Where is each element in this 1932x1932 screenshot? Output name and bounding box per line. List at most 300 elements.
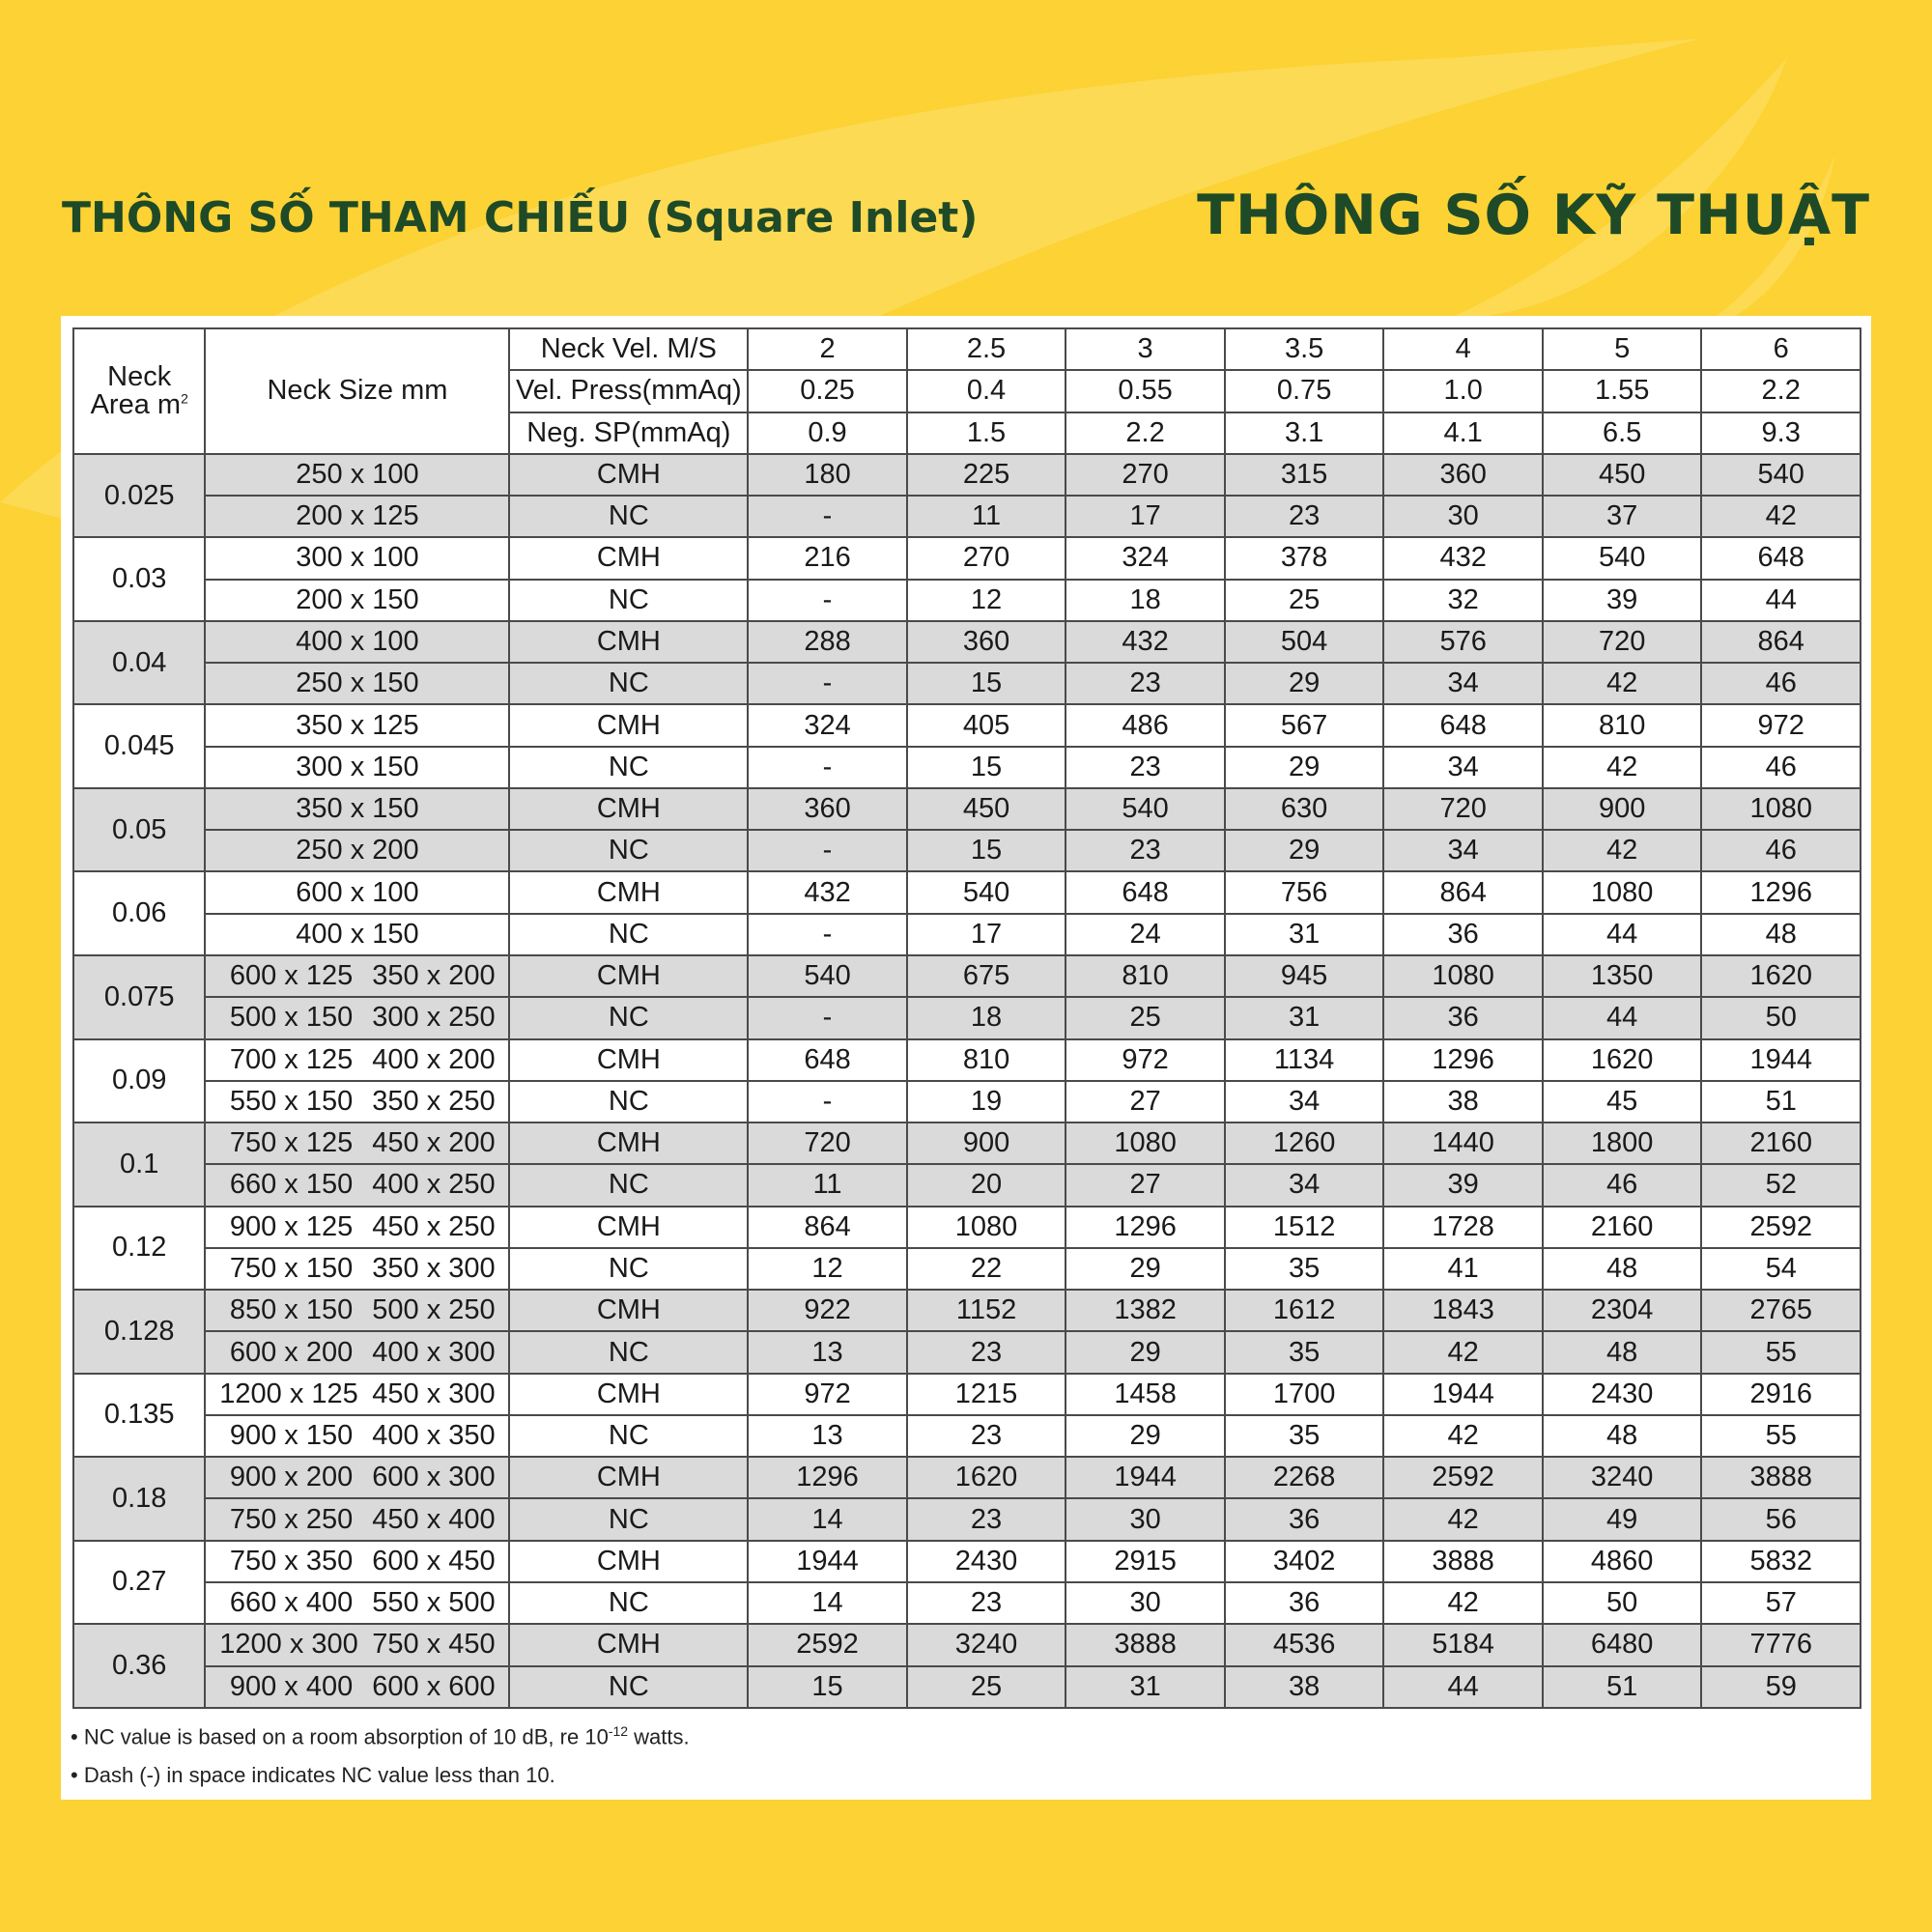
value-cell: 2304	[1543, 1290, 1702, 1331]
value-cell: 34	[1225, 1164, 1384, 1206]
value-cell: 36	[1225, 1582, 1384, 1624]
value-cell: 3888	[1701, 1457, 1861, 1498]
metric-label-cell: NC	[509, 580, 748, 621]
value-cell: 972	[1701, 704, 1861, 746]
value-cell: 432	[1383, 537, 1543, 579]
value-cell: 14	[748, 1498, 907, 1540]
value-cell: 35	[1225, 1331, 1384, 1373]
table-row	[73, 496, 1861, 537]
header-value-cell: 3.5	[1225, 328, 1384, 370]
metric-label-cell: CMH	[509, 1039, 748, 1081]
value-cell: 2592	[1701, 1207, 1861, 1248]
value-cell: 1728	[1383, 1207, 1543, 1248]
value-cell: 46	[1543, 1164, 1702, 1206]
value-cell: 810	[907, 1039, 1066, 1081]
metric-label-cell: NC	[509, 496, 748, 537]
metric-label-cell: CMH	[509, 1374, 748, 1415]
value-cell: 50	[1543, 1582, 1702, 1624]
value-cell: 42	[1383, 1331, 1543, 1373]
value-cell: 23	[907, 1415, 1066, 1457]
neck-size-header: Neck Size mm	[205, 328, 509, 454]
metric-label-cell: CMH	[509, 788, 748, 830]
neck-size-cell: 1200 x 125 450 x 300	[205, 1374, 509, 1415]
table-row	[73, 871, 1861, 913]
value-cell: 15	[907, 663, 1066, 704]
value-cell: 12	[907, 580, 1066, 621]
table-row	[73, 1582, 1861, 1624]
metric-label-cell: NC	[509, 997, 748, 1038]
neck-area-cell: 0.128	[73, 1290, 205, 1374]
value-cell: 900	[1543, 788, 1702, 830]
neck-size-cell: 600 x 200 400 x 300	[205, 1331, 509, 1373]
table-row	[73, 1624, 1861, 1665]
table-row	[73, 1374, 1861, 1415]
value-cell: -	[748, 830, 907, 871]
value-cell: 540	[907, 871, 1066, 913]
table-row	[73, 537, 1861, 579]
neck-size-cell: 250 x 100	[205, 454, 509, 496]
value-cell: 42	[1701, 496, 1861, 537]
metric-label-cell: CMH	[509, 1624, 748, 1665]
value-cell: 1944	[1383, 1374, 1543, 1415]
table-row	[73, 1541, 1861, 1582]
value-cell: 38	[1383, 1081, 1543, 1122]
value-cell: 17	[907, 914, 1066, 955]
value-cell: 35	[1225, 1248, 1384, 1290]
value-cell: 49	[1543, 1498, 1702, 1540]
neck-size-cell: 500 x 150 300 x 250	[205, 997, 509, 1038]
header-value-cell: 2.2	[1701, 370, 1861, 412]
value-cell: 38	[1225, 1666, 1384, 1709]
value-cell: 15	[907, 747, 1066, 788]
value-cell: 25	[1225, 580, 1384, 621]
value-cell: 1134	[1225, 1039, 1384, 1081]
value-cell: 270	[1065, 454, 1225, 496]
value-cell: 972	[748, 1374, 907, 1415]
value-cell: 1296	[748, 1457, 907, 1498]
value-cell: 25	[907, 1666, 1066, 1709]
table-row	[73, 621, 1861, 663]
value-cell: 900	[907, 1122, 1066, 1164]
value-cell: 23	[1065, 663, 1225, 704]
value-cell: 19	[907, 1081, 1066, 1122]
metric-label-cell: CMH	[509, 537, 748, 579]
value-cell: 46	[1701, 747, 1861, 788]
neck-size-cell: 550 x 150 350 x 250	[205, 1081, 509, 1122]
header-row-label: Neck Vel. M/S	[509, 328, 748, 370]
value-cell: 55	[1701, 1415, 1861, 1457]
value-cell: -	[748, 1081, 907, 1122]
value-cell: 324	[748, 704, 907, 746]
metric-label-cell: NC	[509, 663, 748, 704]
value-cell: 324	[1065, 537, 1225, 579]
value-cell: 59	[1701, 1666, 1861, 1709]
value-cell: 2916	[1701, 1374, 1861, 1415]
metric-label-cell: CMH	[509, 871, 748, 913]
value-cell: 3402	[1225, 1541, 1384, 1582]
value-cell: 36	[1383, 914, 1543, 955]
header-value-cell: 4	[1383, 328, 1543, 370]
value-cell: 37	[1543, 496, 1702, 537]
neck-size-cell: 660 x 400 550 x 500	[205, 1582, 509, 1624]
value-cell: 2268	[1225, 1457, 1384, 1498]
value-cell: 225	[907, 454, 1066, 496]
value-cell: 648	[1383, 704, 1543, 746]
header-row-label: Neg. SP(mmAq)	[509, 412, 748, 454]
neck-area-cell: 0.36	[73, 1624, 205, 1708]
value-cell: 48	[1543, 1331, 1702, 1373]
value-cell: 22	[907, 1248, 1066, 1290]
value-cell: 648	[748, 1039, 907, 1081]
value-cell: 51	[1543, 1666, 1702, 1709]
value-cell: 45	[1543, 1081, 1702, 1122]
neck-area-cell: 0.09	[73, 1039, 205, 1123]
neck-size-cell: 900 x 400 600 x 600	[205, 1666, 509, 1709]
value-cell: 864	[1701, 621, 1861, 663]
neck-size-cell: 200 x 125	[205, 496, 509, 537]
metric-label-cell: NC	[509, 1582, 748, 1624]
neck-size-cell: 750 x 250 450 x 400	[205, 1498, 509, 1540]
metric-label-cell: CMH	[509, 621, 748, 663]
value-cell: 15	[907, 830, 1066, 871]
value-cell: 29	[1225, 830, 1384, 871]
value-cell: 30	[1065, 1498, 1225, 1540]
value-cell: 922	[748, 1290, 907, 1331]
value-cell: 44	[1383, 1666, 1543, 1709]
value-cell: 2592	[1383, 1457, 1543, 1498]
value-cell: 1152	[907, 1290, 1066, 1331]
neck-size-cell: 1200 x 300 750 x 450	[205, 1624, 509, 1665]
value-cell: 450	[1543, 454, 1702, 496]
value-cell: 720	[748, 1122, 907, 1164]
value-cell: 13	[748, 1415, 907, 1457]
value-cell: 42	[1543, 663, 1702, 704]
neck-size-cell: 850 x 150 500 x 250	[205, 1290, 509, 1331]
value-cell: 44	[1543, 914, 1702, 955]
value-cell: 540	[1543, 537, 1702, 579]
value-cell: 14	[748, 1582, 907, 1624]
table-row	[73, 955, 1861, 997]
value-cell: 1440	[1383, 1122, 1543, 1164]
value-cell: 48	[1701, 914, 1861, 955]
value-cell: 720	[1543, 621, 1702, 663]
neck-size-cell: 250 x 200	[205, 830, 509, 871]
value-cell: 42	[1383, 1582, 1543, 1624]
value-cell: -	[748, 663, 907, 704]
value-cell: -	[748, 496, 907, 537]
value-cell: 1612	[1225, 1290, 1384, 1331]
neck-area-cell: 0.18	[73, 1457, 205, 1541]
value-cell: 48	[1543, 1415, 1702, 1457]
value-cell: 42	[1543, 830, 1702, 871]
value-cell: 288	[748, 621, 907, 663]
value-cell: -	[748, 580, 907, 621]
table-row	[73, 1498, 1861, 1540]
metric-label-cell: CMH	[509, 1541, 748, 1582]
value-cell: 31	[1225, 914, 1384, 955]
value-cell: 3240	[1543, 1457, 1702, 1498]
value-cell: 360	[1383, 454, 1543, 496]
value-cell: 46	[1701, 663, 1861, 704]
value-cell: 1080	[1701, 788, 1861, 830]
table-row	[73, 788, 1861, 830]
neck-size-cell: 300 x 100	[205, 537, 509, 579]
value-cell: 29	[1065, 1248, 1225, 1290]
value-cell: 44	[1701, 580, 1861, 621]
metric-label-cell: CMH	[509, 1207, 748, 1248]
value-cell: 4536	[1225, 1624, 1384, 1665]
value-cell: 567	[1225, 704, 1384, 746]
value-cell: 648	[1701, 537, 1861, 579]
metric-label-cell: NC	[509, 1248, 748, 1290]
value-cell: 4860	[1543, 1541, 1702, 1582]
value-cell: 44	[1543, 997, 1702, 1038]
value-cell: 540	[748, 955, 907, 997]
value-cell: 972	[1065, 1039, 1225, 1081]
neck-size-cell: 300 x 150	[205, 747, 509, 788]
value-cell: 1800	[1543, 1122, 1702, 1164]
neck-area-cell: 0.04	[73, 621, 205, 705]
table-row	[73, 830, 1861, 871]
value-cell: 54	[1701, 1248, 1861, 1290]
neck-size-cell: 600 x 125 350 x 200	[205, 955, 509, 997]
value-cell: 29	[1225, 747, 1384, 788]
value-cell: 48	[1543, 1248, 1702, 1290]
value-cell: 576	[1383, 621, 1543, 663]
neck-size-cell: 400 x 100	[205, 621, 509, 663]
header-value-cell: 0.75	[1225, 370, 1384, 412]
value-cell: 42	[1383, 1415, 1543, 1457]
value-cell: 2915	[1065, 1541, 1225, 1582]
value-cell: 55	[1701, 1331, 1861, 1373]
neck-area-cell: 0.025	[73, 454, 205, 538]
metric-label-cell: CMH	[509, 955, 748, 997]
neck-size-cell: 250 x 150	[205, 663, 509, 704]
value-cell: 27	[1065, 1081, 1225, 1122]
metric-label-cell: NC	[509, 830, 748, 871]
value-cell: 5184	[1383, 1624, 1543, 1665]
value-cell: 2592	[748, 1624, 907, 1665]
value-cell: 12	[748, 1248, 907, 1290]
value-cell: 1080	[1383, 955, 1543, 997]
metric-label-cell: NC	[509, 1415, 748, 1457]
value-cell: 32	[1383, 580, 1543, 621]
neck-area-cell: 0.06	[73, 871, 205, 955]
value-cell: 29	[1065, 1331, 1225, 1373]
metric-label-cell: NC	[509, 1331, 748, 1373]
footnote-nc-basis: • NC value is based on a room absorption of 10 dB, re $10^{-12}$ watts.	[71, 1723, 690, 1749]
value-cell: 56	[1701, 1498, 1861, 1540]
value-cell: -	[748, 914, 907, 955]
value-cell: 18	[907, 997, 1066, 1038]
value-cell: 39	[1383, 1164, 1543, 1206]
metric-label-cell: CMH	[509, 1122, 748, 1164]
value-cell: 2430	[907, 1541, 1066, 1582]
value-cell: 1080	[1543, 871, 1702, 913]
table-row	[73, 1164, 1861, 1206]
header-value-cell: 0.55	[1065, 370, 1225, 412]
value-cell: 216	[748, 537, 907, 579]
value-cell: 360	[748, 788, 907, 830]
value-cell: 1944	[1701, 1039, 1861, 1081]
value-cell: 2765	[1701, 1290, 1861, 1331]
table-row	[73, 1081, 1861, 1122]
spec-panel	[61, 316, 1871, 1800]
value-cell: 3240	[907, 1624, 1066, 1665]
value-cell: 486	[1065, 704, 1225, 746]
value-cell: 360	[907, 621, 1066, 663]
header-value-cell: 2	[748, 328, 907, 370]
header-row	[73, 328, 1861, 370]
value-cell: 2160	[1701, 1122, 1861, 1164]
value-cell: 450	[907, 788, 1066, 830]
neck-size-cell: 900 x 150 400 x 350	[205, 1415, 509, 1457]
value-cell: 1620	[1701, 955, 1861, 997]
value-cell: 5832	[1701, 1541, 1861, 1582]
header-row-label: Vel. Press(mmAq)	[509, 370, 748, 412]
metric-label-cell: CMH	[509, 704, 748, 746]
header-value-cell: 6	[1701, 328, 1861, 370]
value-cell: 29	[1065, 1415, 1225, 1457]
value-cell: 11	[907, 496, 1066, 537]
value-cell: 23	[907, 1331, 1066, 1373]
metric-label-cell: NC	[509, 1081, 748, 1122]
value-cell: 35	[1225, 1415, 1384, 1457]
neck-size-cell: 350 x 150	[205, 788, 509, 830]
value-cell: 540	[1701, 454, 1861, 496]
neck-size-cell: 750 x 150 350 x 300	[205, 1248, 509, 1290]
neck-size-cell: 900 x 200 600 x 300	[205, 1457, 509, 1498]
metric-label-cell: CMH	[509, 454, 748, 496]
value-cell: 432	[748, 871, 907, 913]
neck-size-cell: 400 x 150	[205, 914, 509, 955]
value-cell: 1843	[1383, 1290, 1543, 1331]
value-cell: 30	[1065, 1582, 1225, 1624]
value-cell: 46	[1701, 830, 1861, 871]
value-cell: 1080	[1065, 1122, 1225, 1164]
neck-area-cell: 0.05	[73, 788, 205, 872]
metric-label-cell: NC	[509, 747, 748, 788]
value-cell: 57	[1701, 1582, 1861, 1624]
value-cell: 3888	[1383, 1541, 1543, 1582]
neck-size-cell: 750 x 350 600 x 450	[205, 1541, 509, 1582]
neck-size-cell: 900 x 125 450 x 250	[205, 1207, 509, 1248]
value-cell: 675	[907, 955, 1066, 997]
table-row	[73, 1666, 1861, 1709]
neck-size-cell: 350 x 125	[205, 704, 509, 746]
value-cell: 23	[1225, 496, 1384, 537]
value-cell: 13	[748, 1331, 907, 1373]
spec-table	[72, 327, 1861, 1709]
value-cell: 1944	[1065, 1457, 1225, 1498]
value-cell: 27	[1065, 1164, 1225, 1206]
value-cell: 29	[1225, 663, 1384, 704]
header-value-cell: 2.2	[1065, 412, 1225, 454]
neck-size-cell: 200 x 150	[205, 580, 509, 621]
value-cell: 1215	[907, 1374, 1066, 1415]
table-row	[73, 1039, 1861, 1081]
header-value-cell: 1.5	[907, 412, 1066, 454]
value-cell: 31	[1065, 1666, 1225, 1709]
neck-area-cell: 0.1	[73, 1122, 205, 1207]
value-cell: 34	[1225, 1081, 1384, 1122]
table-row	[73, 1457, 1861, 1498]
value-cell: 1296	[1701, 871, 1861, 913]
header-value-cell: 3.1	[1225, 412, 1384, 454]
value-cell: 23	[1065, 747, 1225, 788]
neck-area-cell: 0.12	[73, 1207, 205, 1291]
neck-size-cell: 750 x 125 450 x 200	[205, 1122, 509, 1164]
value-cell: 23	[907, 1582, 1066, 1624]
value-cell: 23	[907, 1498, 1066, 1540]
header-value-cell: 4.1	[1383, 412, 1543, 454]
value-cell: 1700	[1225, 1374, 1384, 1415]
value-cell: 810	[1065, 955, 1225, 997]
header-value-cell: 0.25	[748, 370, 907, 412]
table-row	[73, 747, 1861, 788]
table-row	[73, 914, 1861, 955]
table-row	[73, 704, 1861, 746]
value-cell: 31	[1225, 997, 1384, 1038]
value-cell: 1620	[907, 1457, 1066, 1498]
value-cell: -	[748, 997, 907, 1038]
value-cell: -	[748, 747, 907, 788]
value-cell: 720	[1383, 788, 1543, 830]
value-cell: 432	[1065, 621, 1225, 663]
value-cell: 20	[907, 1164, 1066, 1206]
value-cell: 1296	[1065, 1207, 1225, 1248]
value-cell: 1944	[748, 1541, 907, 1582]
value-cell: 1260	[1225, 1122, 1384, 1164]
value-cell: 1296	[1383, 1039, 1543, 1081]
value-cell: 648	[1065, 871, 1225, 913]
header-value-cell: 5	[1543, 328, 1702, 370]
value-cell: 36	[1383, 997, 1543, 1038]
table-row	[73, 1248, 1861, 1290]
header-value-cell: 1.55	[1543, 370, 1702, 412]
table-row	[73, 1415, 1861, 1457]
value-cell: 2430	[1543, 1374, 1702, 1415]
metric-label-cell: CMH	[509, 1457, 748, 1498]
table-row	[73, 1331, 1861, 1373]
footnotes	[71, 1723, 690, 1802]
value-cell: 15	[748, 1666, 907, 1709]
metric-label-cell: NC	[509, 914, 748, 955]
value-cell: 1080	[907, 1207, 1066, 1248]
value-cell: 34	[1383, 830, 1543, 871]
value-cell: 945	[1225, 955, 1384, 997]
value-cell: 378	[1225, 537, 1384, 579]
spec-title: THÔNG SỐ KỸ THUẬT	[1197, 184, 1870, 247]
header-value-cell: 0.9	[748, 412, 907, 454]
value-cell: 41	[1383, 1248, 1543, 1290]
neck-area-header: Neck Area $m^2$	[73, 328, 205, 454]
value-cell: 42	[1383, 1498, 1543, 1540]
value-cell: 1512	[1225, 1207, 1384, 1248]
value-cell: 34	[1383, 747, 1543, 788]
value-cell: 50	[1701, 997, 1861, 1038]
value-cell: 1350	[1543, 955, 1702, 997]
metric-label-cell: NC	[509, 1164, 748, 1206]
value-cell: 180	[748, 454, 907, 496]
value-cell: 51	[1701, 1081, 1861, 1122]
header-value-cell: 6.5	[1543, 412, 1702, 454]
value-cell: 504	[1225, 621, 1384, 663]
value-cell: 1382	[1065, 1290, 1225, 1331]
table-row	[73, 663, 1861, 704]
value-cell: 864	[748, 1207, 907, 1248]
metric-label-cell: CMH	[509, 1290, 748, 1331]
